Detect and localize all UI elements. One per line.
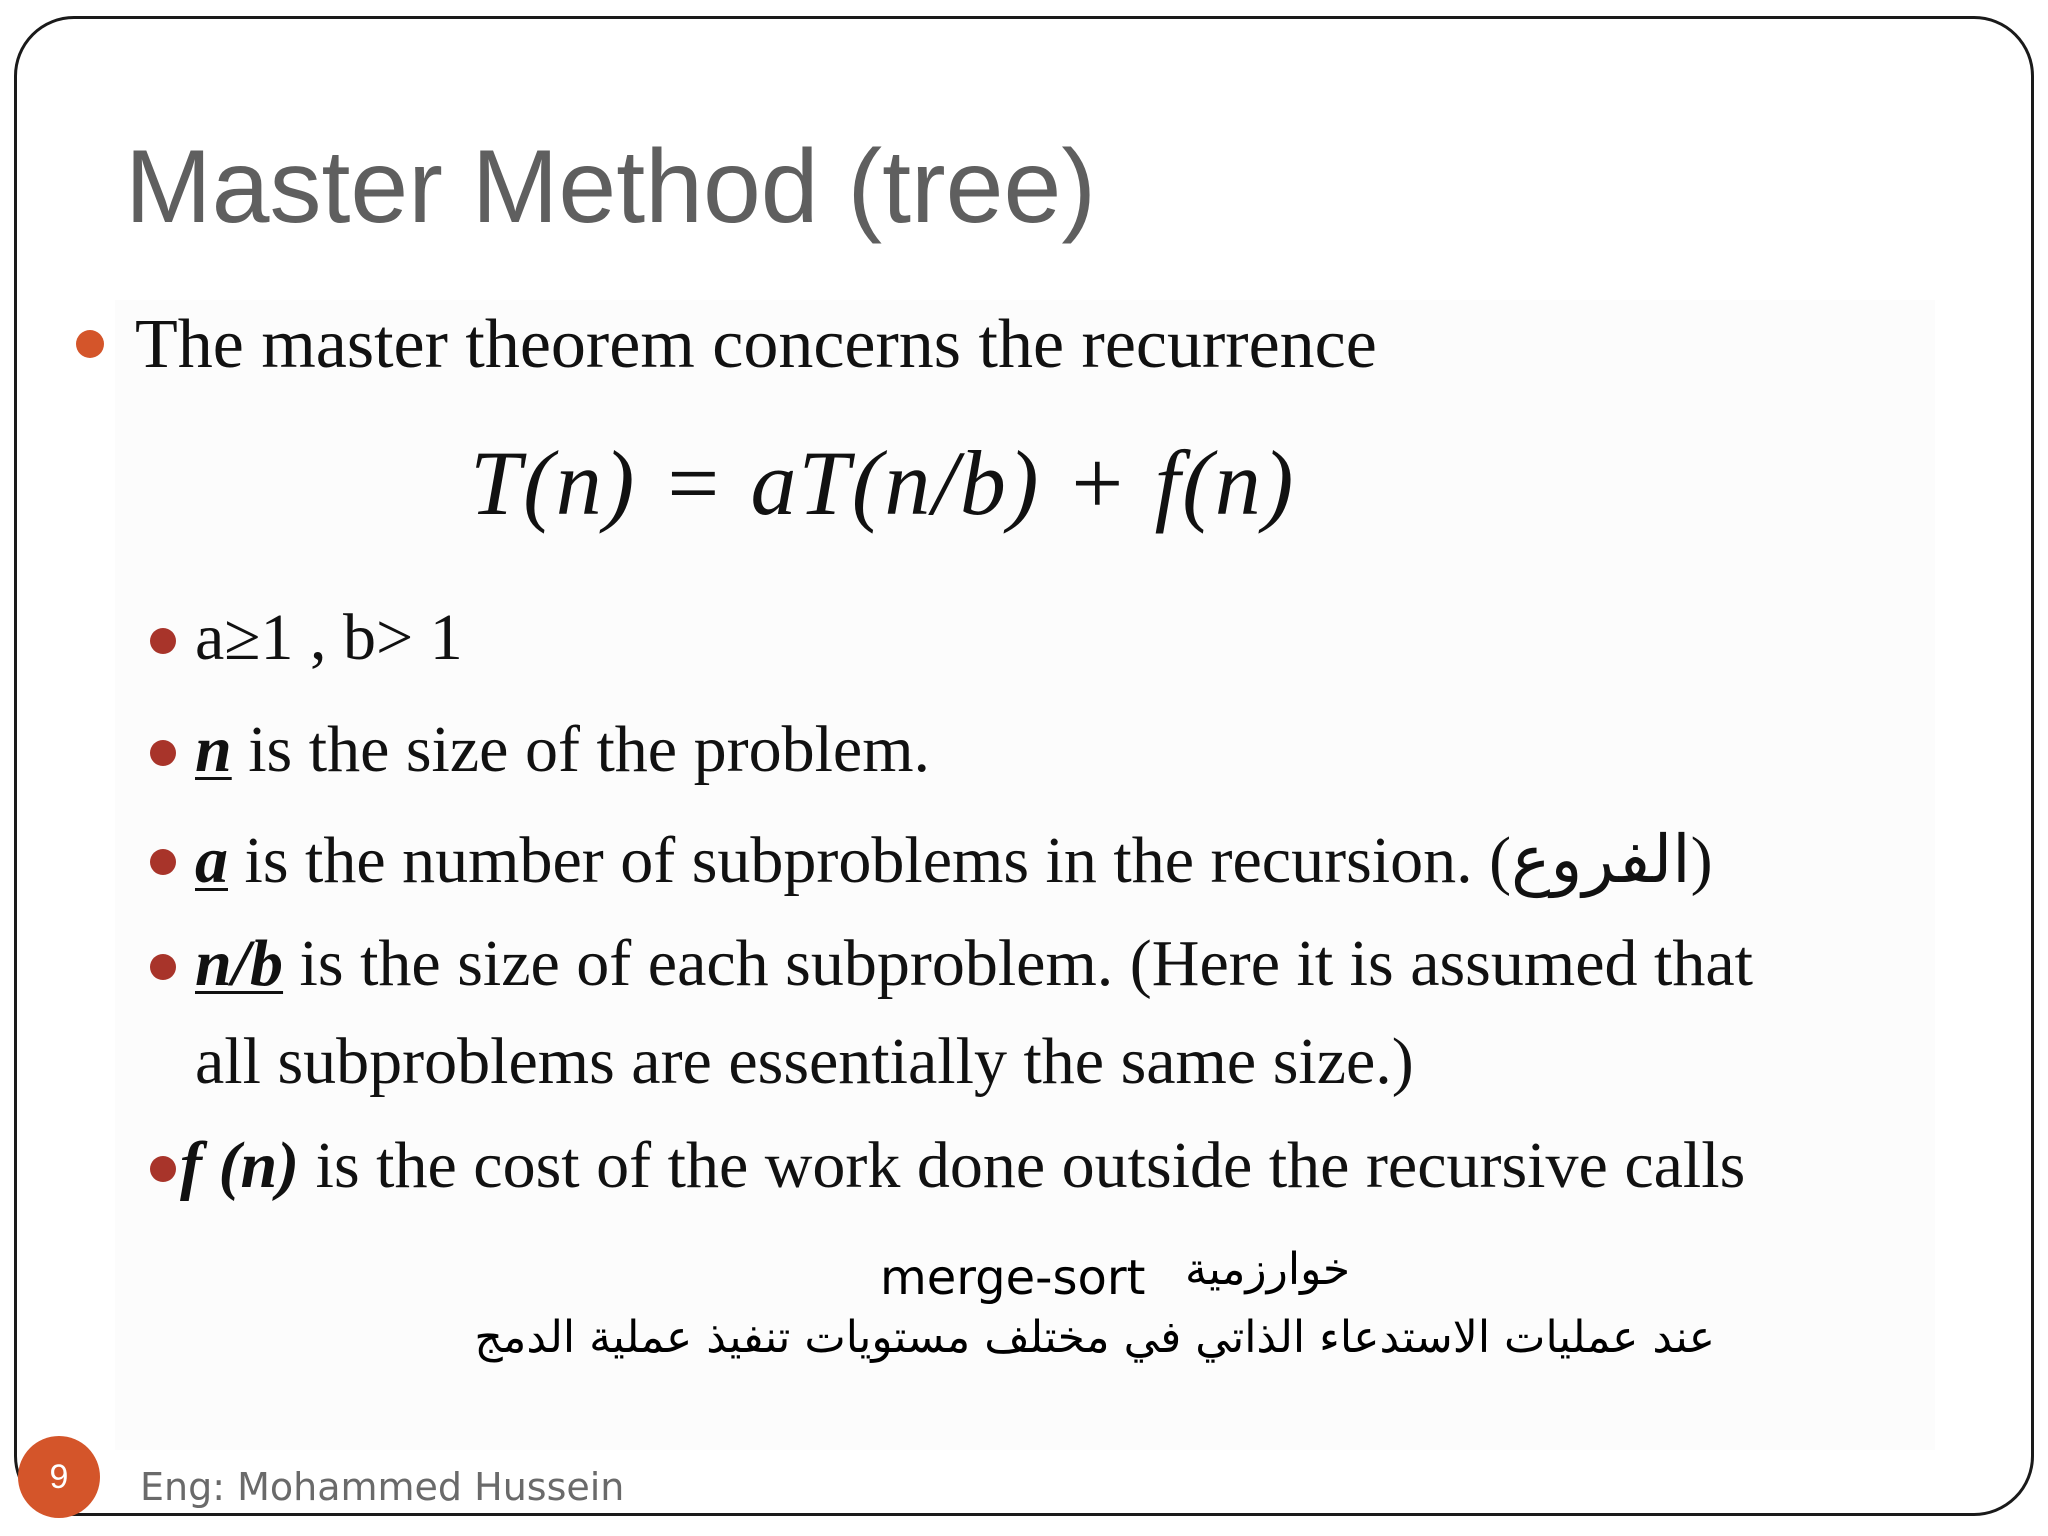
page-number-badge: 9 xyxy=(18,1436,100,1518)
list-item xyxy=(195,821,1713,899)
list-item xyxy=(195,712,930,788)
footer-author: Eng: Mohammed Hussein xyxy=(140,1465,625,1509)
sub-bullet-icon xyxy=(150,628,176,654)
term-n-over-b: n/b xyxy=(195,927,284,1000)
bullet-icon xyxy=(76,330,104,358)
conditions-text: a≥1 , b> 1 xyxy=(195,601,463,674)
sub-bullet-icon xyxy=(150,954,176,980)
term-f-n: f (n) xyxy=(180,1129,300,1202)
note-arabic-algorithm: خوارزمية xyxy=(1185,1244,1351,1295)
sub-bullet-icon xyxy=(150,740,176,766)
recurrence-formula: T(n) = aT(n/b) + f(n) xyxy=(470,432,1296,534)
sub-bullet-icon xyxy=(150,1156,176,1182)
slide-title: Master Method (tree) xyxy=(125,129,1096,245)
item-text: is the cost of the work done outside the recursive calls xyxy=(299,1129,1746,1202)
item-text: is the number of subproblems in the recursion. (الفروع) xyxy=(228,824,1713,897)
note-merge-sort: merge-sort xyxy=(880,1250,1146,1306)
list-item xyxy=(195,926,1753,1002)
item-text: is the size of the problem. xyxy=(231,713,931,786)
note-arabic-description: عند عمليات الاستدعاء الذاتي في مختلف مستويات تنفيذ عملية الدمج xyxy=(474,1312,1715,1363)
intro-text: The master theorem concerns the recurrence xyxy=(135,306,1377,383)
term-a: a xyxy=(195,824,228,897)
list-item xyxy=(180,1128,1745,1204)
sub-bullet-icon xyxy=(150,849,176,875)
term-n: n xyxy=(195,713,232,786)
item-text-continued: all subproblems are essentially the same size.) xyxy=(195,1025,1414,1098)
item-text: is the size of each subproblem. (Here it is assumed that xyxy=(283,927,1753,1000)
